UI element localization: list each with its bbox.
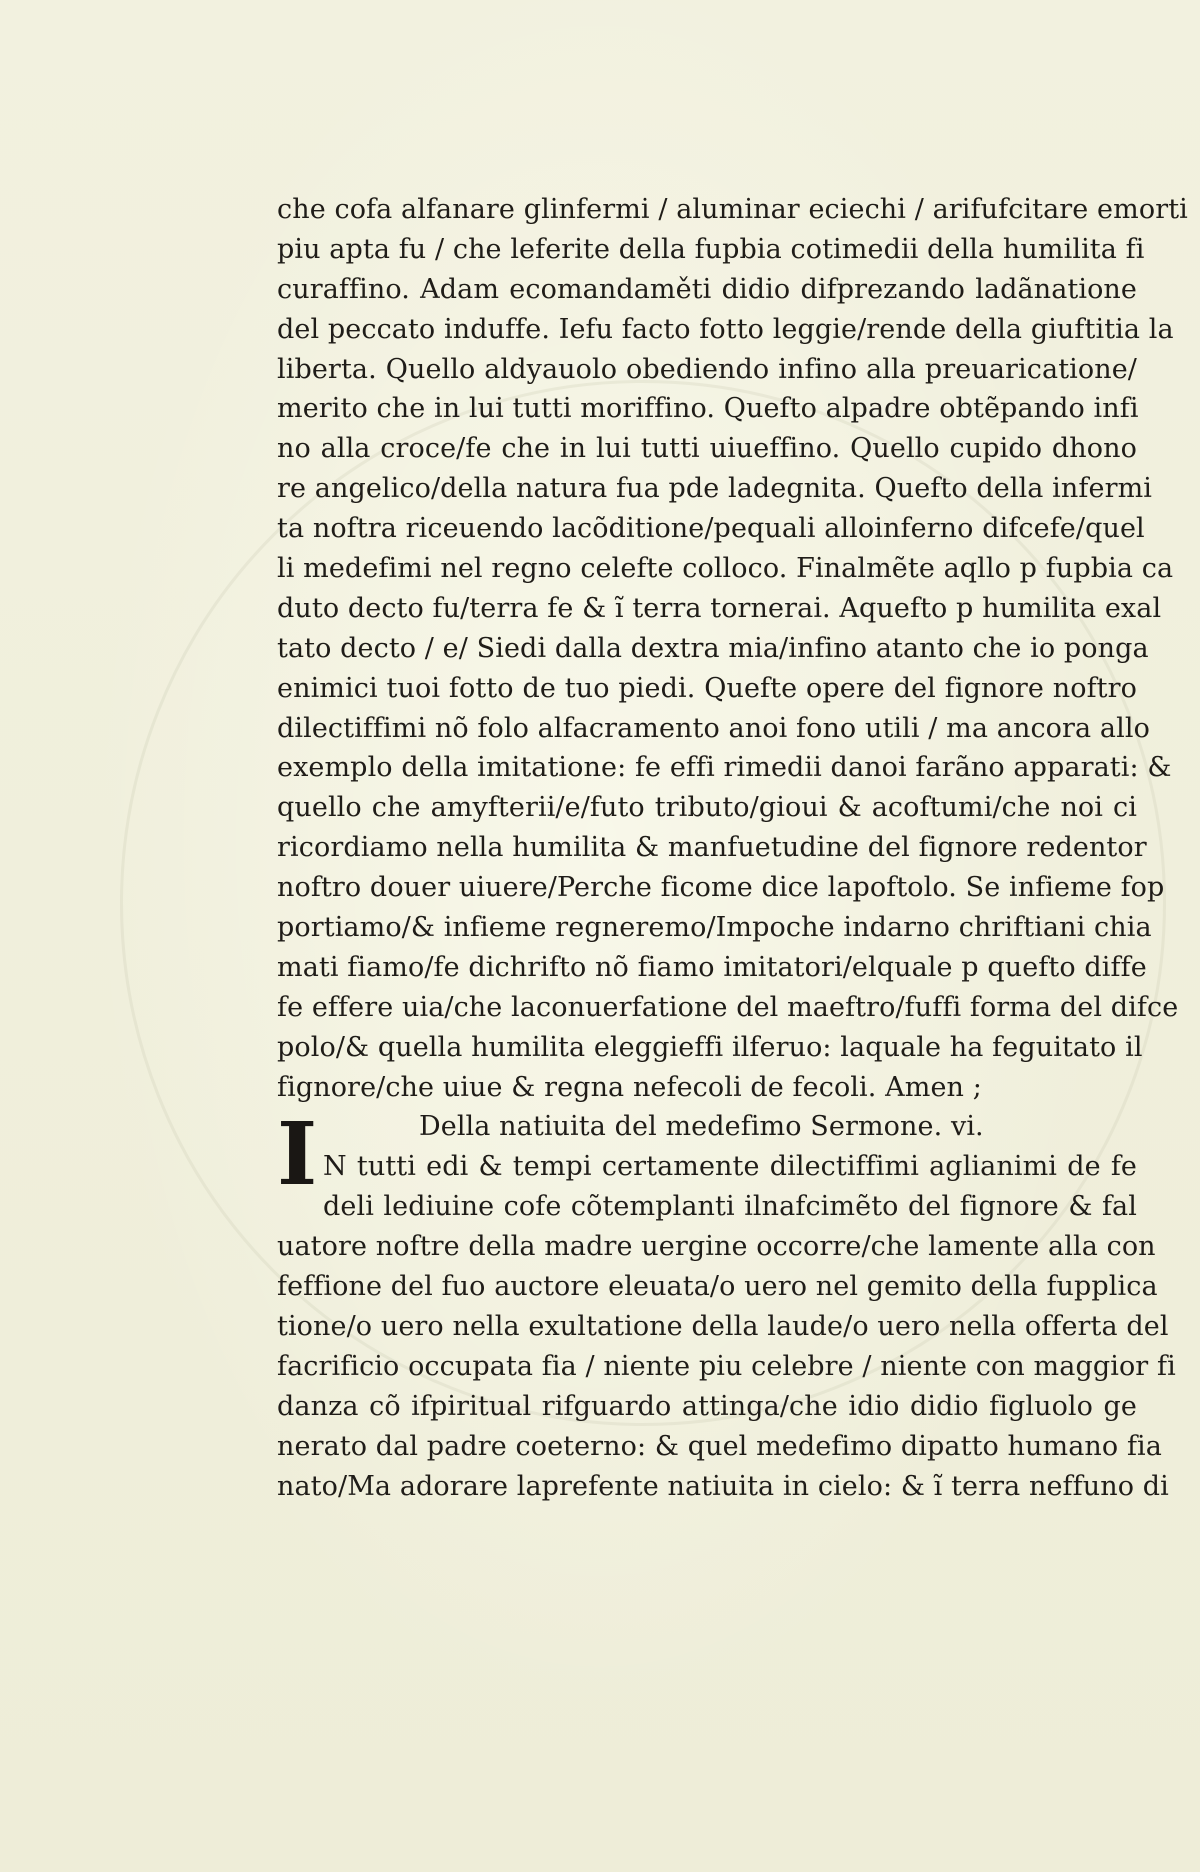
text-line: tione/o uero nella exultatione della laude/o uero nella offerta del xyxy=(277,1310,1169,1342)
text-line: danza cõ ifpiritual rifguardo attinga/che idio didio figluolo ge xyxy=(277,1390,1137,1422)
text-line: fe effere uia/che laconuerfatione del maeftro/fuffi forma del difce xyxy=(277,991,1179,1023)
text-line: polo/& quella humilita eleggieffi ilferuo: laquale ha feguitato il xyxy=(277,1031,1143,1063)
text-line: fignore/che uiue & regna nefecoli de fecoli. Amen ; xyxy=(277,1071,982,1103)
text-line: N tutti edi & tempi certamente dilectiffimi aglianimi de fe xyxy=(323,1151,1137,1183)
text-line: facrificio occupata fia / niente piu celebre / niente con maggior fi xyxy=(277,1350,1176,1382)
text-line: li medefimi nel regno celefte colloco. Finalmẽte aqllo p fupbia ca xyxy=(277,553,1174,585)
text-line: dilectiffimi nõ folo alfacramento anoi fono utili / ma ancora allo xyxy=(277,712,1150,744)
text-line: deli lediuine cofe cõtemplanti ilnafcimẽto del fignore & fal xyxy=(323,1191,1137,1223)
text-line: che cofa alfanare glinfermi / aluminar eciechi / arifufcitare emorti xyxy=(277,194,1188,225)
text-line: ricordiamo nella humilita & manfuetudine del fignore redentor xyxy=(277,832,1147,864)
text-line: curaffino. Adam ecomandaměti didio difprezando ladãnatione xyxy=(277,273,1137,305)
text-line: enimici tuoi fotto de tuo piedi. Quefte opere del fignore noftro xyxy=(277,672,1137,704)
text-line: nato/Ma adorare laprefente natiuita in cielo: & ĩ terra neffuno di xyxy=(277,1470,1169,1502)
text-line: liberta. Quello aldyauolo obediendo infino alla preuaricatione/ xyxy=(277,353,1137,385)
text-line: quello che amyfterii/e/futo tributo/gioui & acoftumi/che noi ci xyxy=(277,792,1137,824)
sermon-text xyxy=(277,190,1188,1506)
text-line: noftro douer uiuere/Perche ficome dice lapoftolo. Se infieme fop xyxy=(277,872,1165,904)
drop-capital: I xyxy=(277,1104,318,1205)
text-line: piu apta fu / che leferite della fupbia cotimedii della humilita fi xyxy=(277,233,1145,265)
text-line: merito che in lui tutti moriffino. Quefto alpadre obtẽpando infi xyxy=(277,393,1139,425)
text-line: exemplo della imitatione: fe effi rimedii danoi farãno apparati: & xyxy=(277,752,1172,784)
text-line: portiamo/& infieme regneremo/Impoche indarno chriftiani chia xyxy=(277,912,1152,944)
text-line: duto decto fu/terra fe & ĩ terra tornerai. Aquefto p humilita exal xyxy=(277,592,1162,624)
text-line: nerato dal padre coeterno: & quel medefimo dipatto humano fia xyxy=(277,1430,1162,1462)
text-line: tato decto / e/ Siedi dalla dextra mia/infino atanto che io ponga xyxy=(277,632,1149,664)
text-line: re angelico/della natura fua pde ladegnita. Quefto della infermi xyxy=(277,473,1153,505)
text-line: feffione del fuo auctore eleuata/o uero nel gemito della fupplica xyxy=(277,1271,1158,1303)
text-line: no alla croce/fe che in lui tutti uiueffino. Quello cupido dhono xyxy=(277,433,1137,465)
sermon-heading: Della natiuita del medefimo Sermone. vi. xyxy=(419,1111,984,1143)
text-line: mati fiamo/fe dichrifto nõ fiamo imitatori/elquale p quefto diffe xyxy=(277,951,1147,983)
text-line: uatore noftre della madre uergine occorre/che lamente alla con xyxy=(277,1231,1156,1263)
text-line: del peccato induffe. Iefu facto fotto leggie/rende della giuftitia la xyxy=(277,313,1174,345)
text-line: ta noftra riceuendo lacõditione/pequali alloinferno difcefe/quel xyxy=(277,513,1145,545)
